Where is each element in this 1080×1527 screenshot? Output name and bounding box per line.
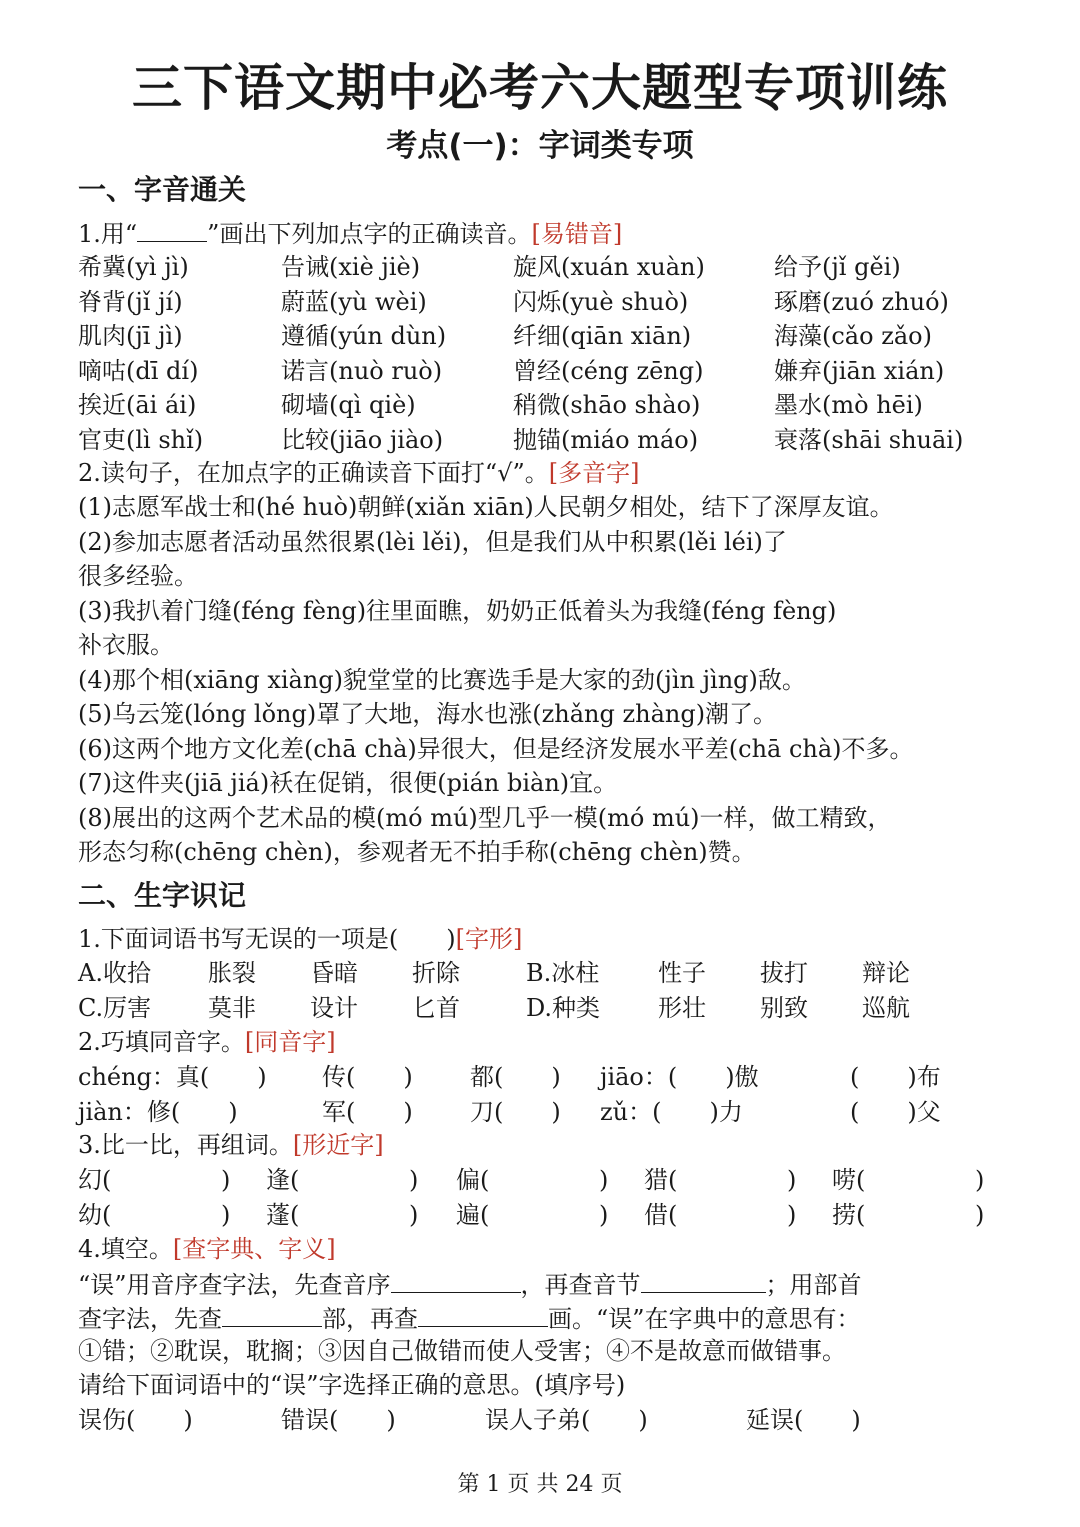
s2-q3-text: 3.比一比，再组词。: [78, 1131, 293, 1159]
s2-q4-l1-a: “误”用音序查字法，先查音序: [78, 1271, 391, 1299]
s2-q4-line-4: 请给下面词语中的“误”字选择正确的意思。(填序号): [78, 1371, 626, 1399]
s2-question-3: [78, 1128, 384, 1162]
option-row: [78, 956, 1008, 990]
pronunciation-row: [78, 354, 1008, 388]
pronunciation-item[interactable]: 嘀咕(dī dí): [78, 356, 199, 385]
pronunciation-item[interactable]: 告诫(xiè jiè): [281, 253, 421, 281]
s1-q2-text: 2.读句子，在加点字的正确读音下面打“√”。: [78, 459, 549, 487]
pronunciation-row: [78, 423, 1008, 457]
meaning-item[interactable]: 延误( ): [746, 1406, 861, 1434]
compare-char[interactable]: 捞(: [832, 1200, 866, 1229]
compare-char[interactable]: 借(: [644, 1200, 678, 1229]
sentence-line: (5)乌云笼(lóng lǒng)罩了大地，海水也涨(zhǎng zhàng)潮了。: [78, 700, 778, 728]
page-title: 三下语文期中必考六大题型专项训练: [132, 59, 948, 117]
homophone-item[interactable]: chéng：真( ): [78, 1063, 267, 1091]
pronunciation-item[interactable]: 曾经(céng zēng): [513, 356, 704, 385]
homophone-item[interactable]: ( )父: [850, 1097, 941, 1126]
compare-char[interactable]: 唠(: [832, 1166, 866, 1194]
compare-char[interactable]: 猎(: [644, 1166, 678, 1194]
s2-q3-tag: [形近字]: [292, 1131, 384, 1159]
answer-blank[interactable]: [641, 1266, 766, 1293]
homophone-item[interactable]: 传( ): [322, 1063, 413, 1091]
page-footer: 第 1 页 共 24 页: [457, 1472, 623, 1497]
pronunciation-item[interactable]: 纤细(qiān xiān): [513, 322, 692, 350]
homophone-row: [78, 1060, 1008, 1094]
underline-sample: [137, 215, 207, 242]
compare-char[interactable]: 遍(: [456, 1200, 490, 1229]
s2-q4-l2-b: 部，再查: [322, 1305, 418, 1333]
compare-char[interactable]: 逢(: [266, 1166, 300, 1194]
meaning-item[interactable]: 误人子弟( ): [485, 1406, 648, 1434]
paren-close: ): [787, 1200, 797, 1229]
compare-char[interactable]: 蓬(: [266, 1200, 300, 1229]
s2-q1-text: 1.下面词语书写无误的一项是( ): [78, 925, 456, 953]
homophone-item[interactable]: 军( ): [322, 1097, 413, 1126]
paren-close: ): [599, 1200, 609, 1229]
option-word: 巡航: [862, 993, 910, 1022]
pronunciation-row: [78, 319, 1008, 353]
option-word: B.冰柱: [526, 959, 600, 987]
pronunciation-item[interactable]: 比较(jiāo jiào): [281, 425, 444, 454]
option-word: 设计: [310, 993, 358, 1022]
sentence-line: (4)那个相(xiāng xiàng)貌堂堂的比赛选手是大家的劲(jìn jìng)敌。: [78, 665, 806, 694]
option-word: A.收拾: [78, 959, 151, 987]
s2-question-4: [78, 1232, 336, 1266]
sentence-line: (3)我扒着门缝(féng fèng)往里面瞧，奶奶正低着头为我缝(féng fèng): [78, 596, 837, 625]
pronunciation-item[interactable]: 蔚蓝(yù wèi): [281, 287, 427, 316]
s2-q2-tag: [同音字]: [244, 1028, 336, 1056]
s2-q4-tag: [查字典、字义]: [172, 1235, 336, 1263]
s1-q1-prefix: 1.用“: [78, 220, 138, 248]
compare-char[interactable]: 幼(: [78, 1200, 112, 1229]
compare-row: [78, 1198, 1008, 1232]
pronunciation-item[interactable]: 墨水(mò hēi): [774, 391, 923, 419]
s1-q2-tag: [多音字]: [548, 459, 640, 487]
answer-blank[interactable]: [391, 1266, 521, 1293]
sentence-line: (2)参加志愿者活动虽然很累(lèi lěi)，但是我们从中积累(lěi léi)了: [78, 527, 787, 556]
s2-q4-l2-c: 画。“误”在字典中的意思有：: [548, 1305, 861, 1333]
s2-q4-line-3: ①错；②耽误，耽搁；③因自己做错而使人受害；④不是故意而做错事。: [78, 1337, 846, 1365]
pronunciation-item[interactable]: 抛锚(miáo máo): [513, 425, 699, 454]
option-word: D.种类: [526, 993, 601, 1022]
homophone-item[interactable]: ( )布: [850, 1063, 941, 1091]
pronunciation-item[interactable]: 砌墙(qì qiè): [281, 391, 416, 419]
s1-question-2: [78, 456, 639, 490]
pronunciation-row: [78, 388, 1008, 422]
s2-q2-text: 2.巧填同音字。: [78, 1028, 245, 1056]
paren-close: ): [975, 1166, 985, 1194]
pronunciation-row: [78, 250, 1008, 284]
section-heading-pronunciation: 一、字音通关: [78, 173, 247, 206]
pronunciation-item[interactable]: 诺言(nuò ruò): [281, 356, 443, 385]
meaning-row: [78, 1403, 1008, 1437]
paren-close: ): [221, 1200, 231, 1229]
meaning-item[interactable]: 误伤( ): [78, 1406, 193, 1434]
s1-q1-tag: [易错音]: [531, 220, 623, 248]
pronunciation-item[interactable]: 闪烁(yuè shuò): [513, 287, 689, 316]
paren-close: ): [599, 1166, 609, 1194]
sentence-line: 形态匀称(chēng chèn)，参观者无不拍手称(chēng chèn)赞。: [78, 838, 756, 866]
option-word: 拔打: [760, 959, 808, 987]
option-word: C.厉害: [78, 993, 152, 1022]
s2-q4-line-2: [78, 1300, 861, 1336]
s1-question-1: [78, 215, 622, 251]
option-word: 莫非: [208, 993, 256, 1022]
paren-close: ): [409, 1200, 419, 1229]
s1-q1-suffix: ”画出下列加点字的正确读音。: [207, 220, 532, 248]
homophone-row: [78, 1095, 1008, 1129]
option-word: 匕首: [412, 993, 460, 1022]
pronunciation-item[interactable]: 给予(jǐ gěi): [774, 253, 901, 281]
option-word: 别致: [760, 993, 808, 1022]
compare-row: [78, 1163, 1008, 1197]
pronunciation-item[interactable]: 肌肉(jī jì): [78, 322, 183, 350]
s2-q4-l1-c: ；用部首: [765, 1271, 862, 1299]
paren-close: ): [221, 1166, 231, 1194]
sentence-line: (1)志愿军战士和(hé huò)朝鲜(xiǎn xiān)人民朝夕相处，结下了深厚友谊。: [78, 493, 894, 521]
sentence-line: 补衣服。: [78, 631, 174, 659]
s2-q4-text: 4.填空。: [78, 1235, 173, 1263]
pronunciation-item[interactable]: 嫌弃(jiān xián): [774, 356, 945, 385]
homophone-item[interactable]: zǔ：( )力: [600, 1097, 743, 1126]
option-word: 形壮: [658, 993, 706, 1022]
option-word: 性子: [658, 959, 706, 987]
sentence-line: (6)这两个地方文化差(chā chà)异很大，但是经济发展水平差(chā chà)不多。: [78, 734, 914, 763]
answer-blank[interactable]: [418, 1300, 548, 1327]
paren-close: ): [787, 1166, 797, 1194]
pronunciation-item[interactable]: 挨近(āi ái): [78, 391, 197, 419]
page-subtitle: 考点(一)：字词类专项: [386, 128, 694, 164]
answer-blank[interactable]: [222, 1300, 322, 1327]
meaning-item[interactable]: 错误( ): [281, 1406, 396, 1434]
homophone-item[interactable]: jiāo：( )傲: [600, 1063, 759, 1091]
pronunciation-item[interactable]: 官吏(lì shǐ): [78, 425, 204, 454]
paren-close: ): [975, 1200, 985, 1229]
s2-q1-tag: [字形]: [455, 925, 523, 953]
pronunciation-row: [78, 285, 1008, 319]
s2-question-1: [78, 922, 522, 956]
pronunciation-item[interactable]: 脊背(jǐ jí): [78, 287, 183, 316]
option-word: 胀裂: [208, 959, 256, 987]
option-word: 辩论: [862, 959, 910, 987]
s2-question-2: [78, 1025, 336, 1059]
option-word: 昏暗: [310, 959, 358, 987]
compare-char[interactable]: 偏(: [456, 1166, 490, 1194]
pronunciation-item[interactable]: 遵循(yún dùn): [281, 322, 447, 350]
pronunciation-item[interactable]: 衰落(shāi shuāi): [774, 425, 964, 454]
homophone-item[interactable]: jiàn：修( ): [78, 1097, 238, 1126]
section-heading-characters: 二、生字识记: [78, 879, 247, 912]
pronunciation-item[interactable]: 旋风(xuán xuàn): [513, 253, 705, 281]
option-word: 折除: [412, 959, 460, 987]
homophone-item[interactable]: 刀( ): [470, 1097, 561, 1126]
option-row: [78, 991, 1008, 1025]
compare-char[interactable]: 幻(: [78, 1166, 112, 1194]
s2-q4-l2-a: 查字法，先查: [78, 1305, 222, 1333]
pronunciation-item[interactable]: 海藻(cǎo zǎo): [774, 322, 932, 350]
s2-q4-line-1: [78, 1266, 862, 1302]
pronunciation-item[interactable]: 稍微(shāo shào): [513, 391, 701, 419]
sentence-line: (8)展出的这两个艺术品的模(mó mú)型几乎一模(mó mú)一样，做工精致，: [78, 803, 892, 832]
pronunciation-item[interactable]: 希冀(yì jì): [78, 253, 189, 281]
sentence-line: (7)这件夹(jiā jiá)袄在促销，很便(pián biàn)宜。: [78, 769, 618, 797]
homophone-item[interactable]: 都( ): [470, 1063, 561, 1091]
pronunciation-item[interactable]: 琢磨(zuó zhuó): [774, 287, 949, 316]
sentence-line: 很多经验。: [78, 562, 198, 590]
paren-close: ): [409, 1166, 419, 1194]
s2-q4-l1-b: ，再查音节: [520, 1271, 641, 1299]
